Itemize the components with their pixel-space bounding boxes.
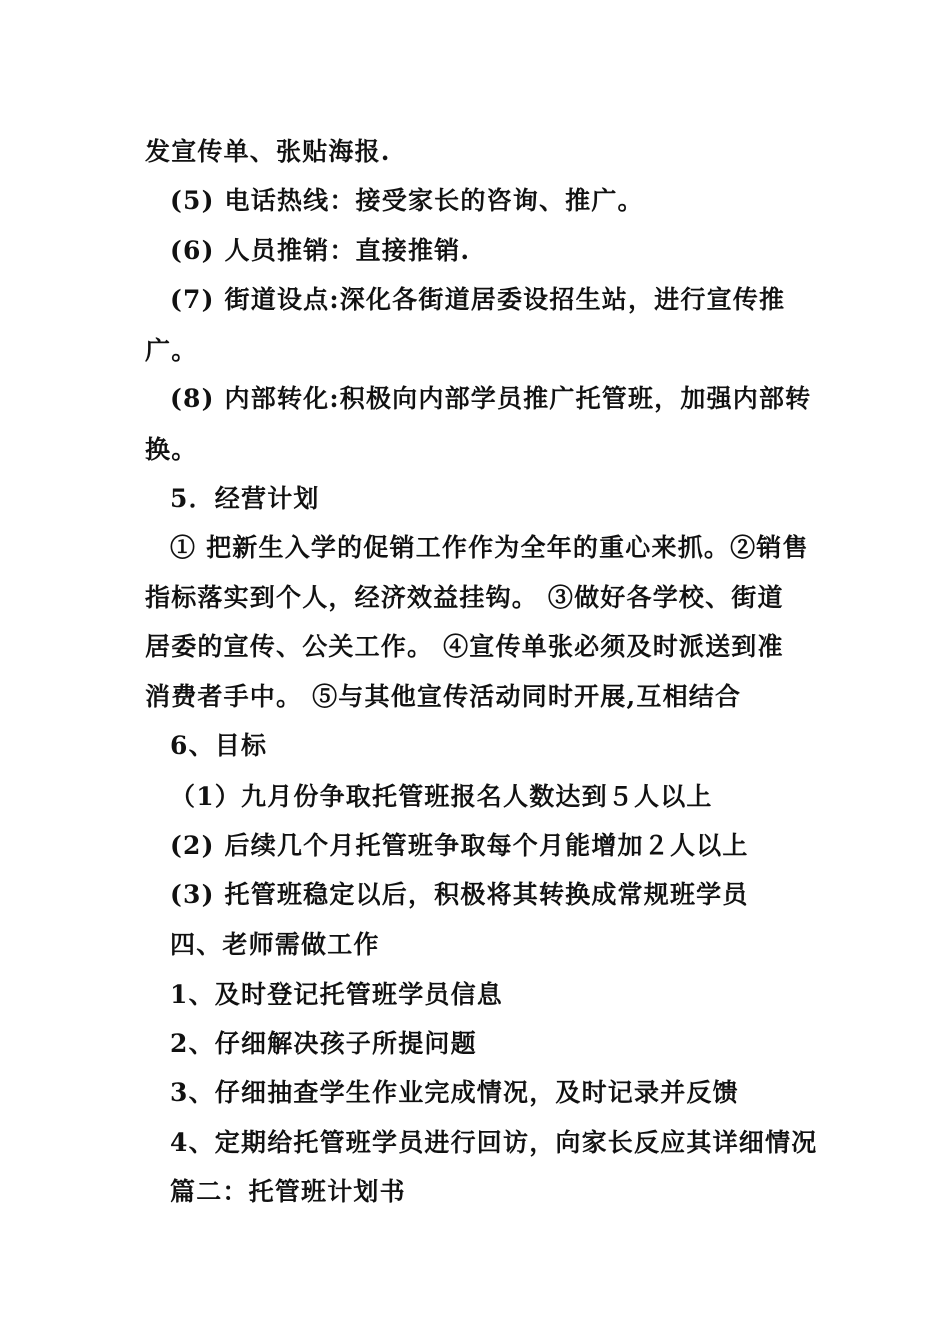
text-line-9: ① 把新生入学的促销工作作为全年的重心来抓。②销售	[170, 533, 809, 562]
text-line-6: (8) 内部转化:积极向内部学员推广托管班，加强内部转	[170, 384, 812, 413]
text-line-11: 居委的宣传、公关工作。 ④宣传单张必须及时派送到准	[145, 632, 784, 661]
text-line-1: 发宣传单、张贴海报.	[145, 137, 391, 166]
text-line-20: 3、仔细抽查学生作业完成情况，及时记录并反馈	[170, 1078, 739, 1107]
section-heading-6: 6、目标	[170, 731, 268, 760]
section-heading-5: 5．经营计划	[170, 484, 320, 513]
text-line-10: 指标落实到个人，经济效益挂钩。 ③做好各学校、街道	[145, 583, 784, 612]
text-line-16: (3) 托管班稳定以后，积极将其转换成常规班学员	[170, 880, 749, 909]
text-line-7: 换。	[145, 435, 198, 464]
text-line-2: (5) 电话热线：接受家长的咨询、推广。	[170, 186, 644, 215]
chapter-heading: 篇二：托管班计划书	[170, 1177, 406, 1206]
text-line-15: (2) 后续几个月托管班争取每个月能增加２人以上	[170, 831, 749, 860]
text-line-19: 2、仔细解决孩子所提问题	[170, 1029, 477, 1058]
text-line-18: 1、及时登记托管班学员信息	[170, 980, 503, 1009]
section-heading-4: 四、老师需做工作	[170, 930, 380, 959]
text-line-14: （1）九月份争取托管班报名人数达到５人以上	[170, 782, 713, 811]
text-line-12: 消费者手中。 ⑤与其他宣传活动同时开展,互相结合	[145, 682, 742, 711]
text-line-5: 广。	[145, 336, 198, 365]
text-line-3: (6) 人员推销：直接推销.	[170, 236, 471, 265]
text-line-4: (7) 街道设点:深化各街道居委设招生站，进行宣传推	[170, 285, 786, 314]
text-line-21: 4、定期给托管班学员进行回访，向家长反应其详细情况	[170, 1128, 818, 1157]
